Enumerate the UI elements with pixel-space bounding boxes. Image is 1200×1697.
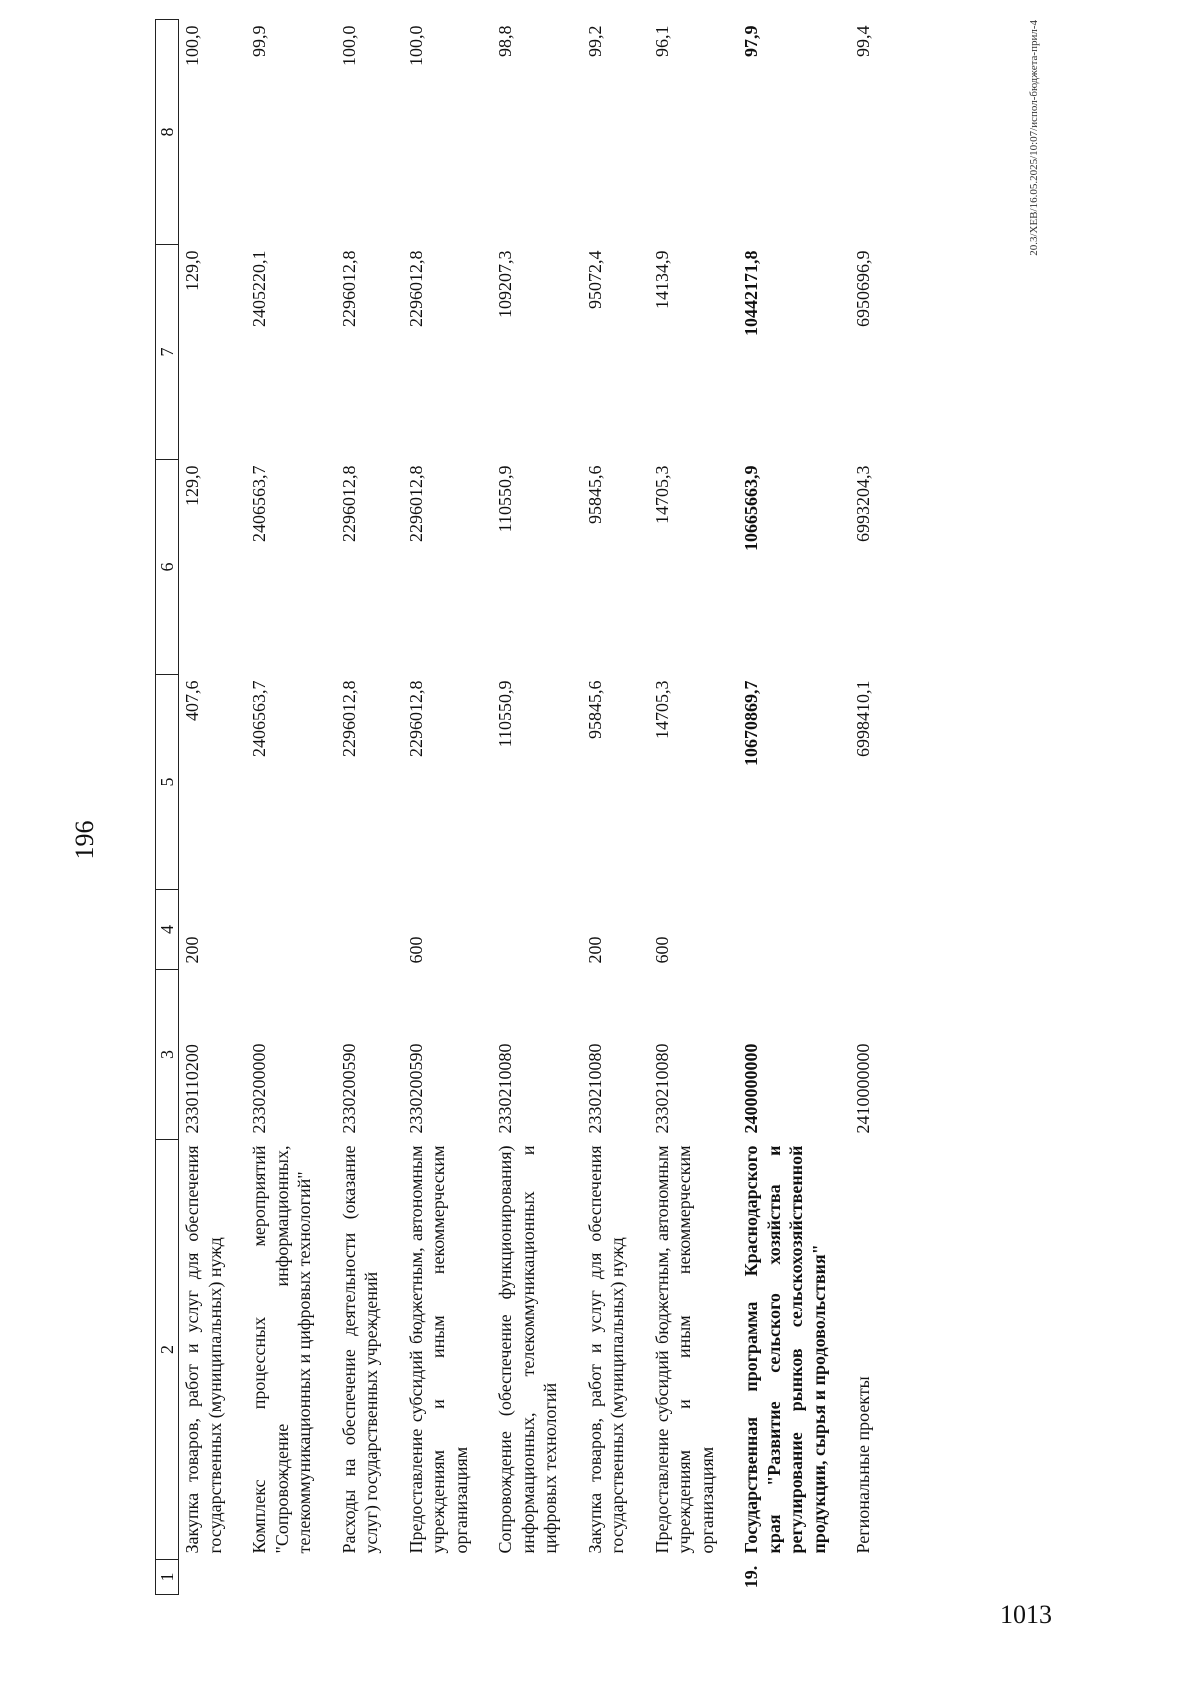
col-header-2: 2 (156, 1140, 179, 1560)
column-number-header (156, 20, 179, 1595)
row-value-5: 6998410,1 (853, 680, 873, 757)
row-number (324, 1560, 391, 1595)
row-type (234, 890, 324, 970)
row-type (838, 890, 883, 970)
rotated-page (45, 20, 1135, 1650)
row-type: 200 (182, 936, 202, 964)
row-value-6: 14705,3 (651, 465, 672, 524)
row-number (637, 1560, 727, 1595)
row-value-5: 110550,9 (495, 680, 515, 748)
row-value-7: 95072,4 (584, 250, 605, 309)
row-value-8: 99,2 (584, 25, 605, 57)
row-code: 2330200590 (405, 1043, 426, 1134)
row-value-8: 99,9 (249, 25, 269, 57)
row-value-7: 109207,3 (495, 250, 515, 318)
table-row (391, 20, 481, 1595)
row-value-5: 407,6 (182, 680, 202, 721)
col-header-1: 1 (156, 1560, 179, 1595)
row-number (480, 1560, 570, 1595)
row-value-5: 2406563,7 (249, 680, 269, 757)
row-code: 2410000000 (853, 1043, 873, 1134)
row-code: 2330200000 (249, 1043, 269, 1134)
col-header-4: 4 (156, 890, 179, 970)
row-value-8: 96,1 (651, 25, 672, 57)
row-value-8: 99,4 (853, 25, 873, 57)
table-row (637, 20, 727, 1595)
row-value-7: 2296012,8 (405, 250, 426, 327)
row-name: Предоставление субсидий бюджетным, автономным учреждениям и иным некоммерческим организациям (405, 1145, 471, 1554)
row-name: Предоставление субсидий бюджетным, автономным учреждениям и иным некоммерческим организациям (651, 1145, 717, 1554)
table-row (838, 20, 883, 1595)
col-header-5: 5 (156, 675, 179, 890)
row-name: Государственная программа Краснодарского края "Развитие сельского хозяйства и регулирование рынков сельскохозяйственной продукции, сырья и продовольствия" (741, 1145, 829, 1554)
row-type: 200 (584, 936, 605, 964)
row-value-8: 100,0 (338, 25, 359, 66)
row-code: 2330110200 (182, 1044, 202, 1134)
document-footer-code: 20.3/XEB/16.05.2025/10:07/испол-бюджета-прил-4 (1028, 20, 1040, 256)
row-value-7: 14134,9 (651, 250, 672, 309)
col-header-6: 6 (156, 460, 179, 675)
row-type (480, 890, 570, 970)
col-header-7: 7 (156, 245, 179, 460)
row-value-6: 95845,6 (584, 465, 605, 524)
row-name: Закупка товаров, работ и услуг для обеспечения государственных (муниципальных) нужд (182, 1145, 225, 1554)
row-name: Расходы на обеспечение деятельности (оказание услуг) государственных учреждений (338, 1145, 381, 1554)
row-value-7: 10442171,8 (741, 250, 761, 336)
row-number (570, 1560, 637, 1595)
row-type: 600 (651, 936, 672, 964)
row-value-6: 129,0 (182, 465, 202, 506)
row-value-6: 2406563,7 (249, 465, 269, 542)
row-value-6: 110550,9 (495, 465, 515, 533)
row-value-7: 2296012,8 (338, 250, 359, 327)
table-row (179, 20, 235, 1595)
budget-table (155, 19, 883, 1595)
row-number (234, 1560, 324, 1595)
row-type: 600 (405, 936, 426, 964)
col-header-3: 3 (156, 970, 179, 1140)
table-row (726, 20, 838, 1595)
table-row (324, 20, 391, 1595)
row-name: Сопровождение (обеспечение функционирования) информационных, телекоммуникационных и цифровых технологий (495, 1145, 560, 1554)
row-value-5: 2296012,8 (405, 680, 426, 757)
row-value-5: 2296012,8 (338, 680, 359, 757)
row-value-6: 10665663,9 (741, 465, 761, 551)
row-code: 2330210080 (495, 1043, 515, 1134)
table-row (480, 20, 570, 1595)
page-number: 196 (70, 820, 99, 860)
row-code: 2330210080 (584, 1043, 605, 1134)
row-value-5: 14705,3 (651, 680, 672, 739)
row-value-8: 98,8 (495, 25, 515, 57)
row-code: 2330200590 (338, 1043, 359, 1134)
row-name: Закупка товаров, работ и услуг для обеспечения государственных (муниципальных) нужд (584, 1145, 627, 1554)
row-value-6: 2296012,8 (338, 465, 359, 542)
row-value-8: 100,0 (405, 25, 426, 66)
row-code: 2400000000 (741, 1043, 761, 1134)
row-value-7: 6950696,9 (853, 250, 873, 327)
row-value-5: 95845,6 (584, 680, 605, 739)
row-code: 2330210080 (651, 1043, 672, 1134)
row-value-7: 129,0 (182, 250, 202, 291)
row-type (726, 890, 838, 970)
row-value-8: 100,0 (182, 25, 202, 66)
row-number: 19. (741, 1565, 761, 1589)
row-value-5: 10670869,7 (741, 680, 761, 766)
table-row (234, 20, 324, 1595)
row-name: Региональные проекты (853, 1376, 873, 1554)
row-name: Комплекс процессных мероприятий "Сопровождение информационных, телекоммуникационных и цифровых технологий" (249, 1145, 314, 1554)
table-row (570, 20, 637, 1595)
row-value-6: 2296012,8 (405, 465, 426, 542)
row-number (179, 1560, 235, 1595)
row-value-6: 6993204,3 (853, 465, 873, 542)
row-number (838, 1560, 883, 1595)
row-value-7: 2405220,1 (249, 250, 269, 327)
sheet-number: 1013 (1000, 1600, 1052, 1629)
row-type (324, 890, 391, 970)
col-header-8: 8 (156, 20, 179, 245)
row-value-8: 97,9 (741, 25, 761, 57)
row-number (391, 1560, 481, 1595)
